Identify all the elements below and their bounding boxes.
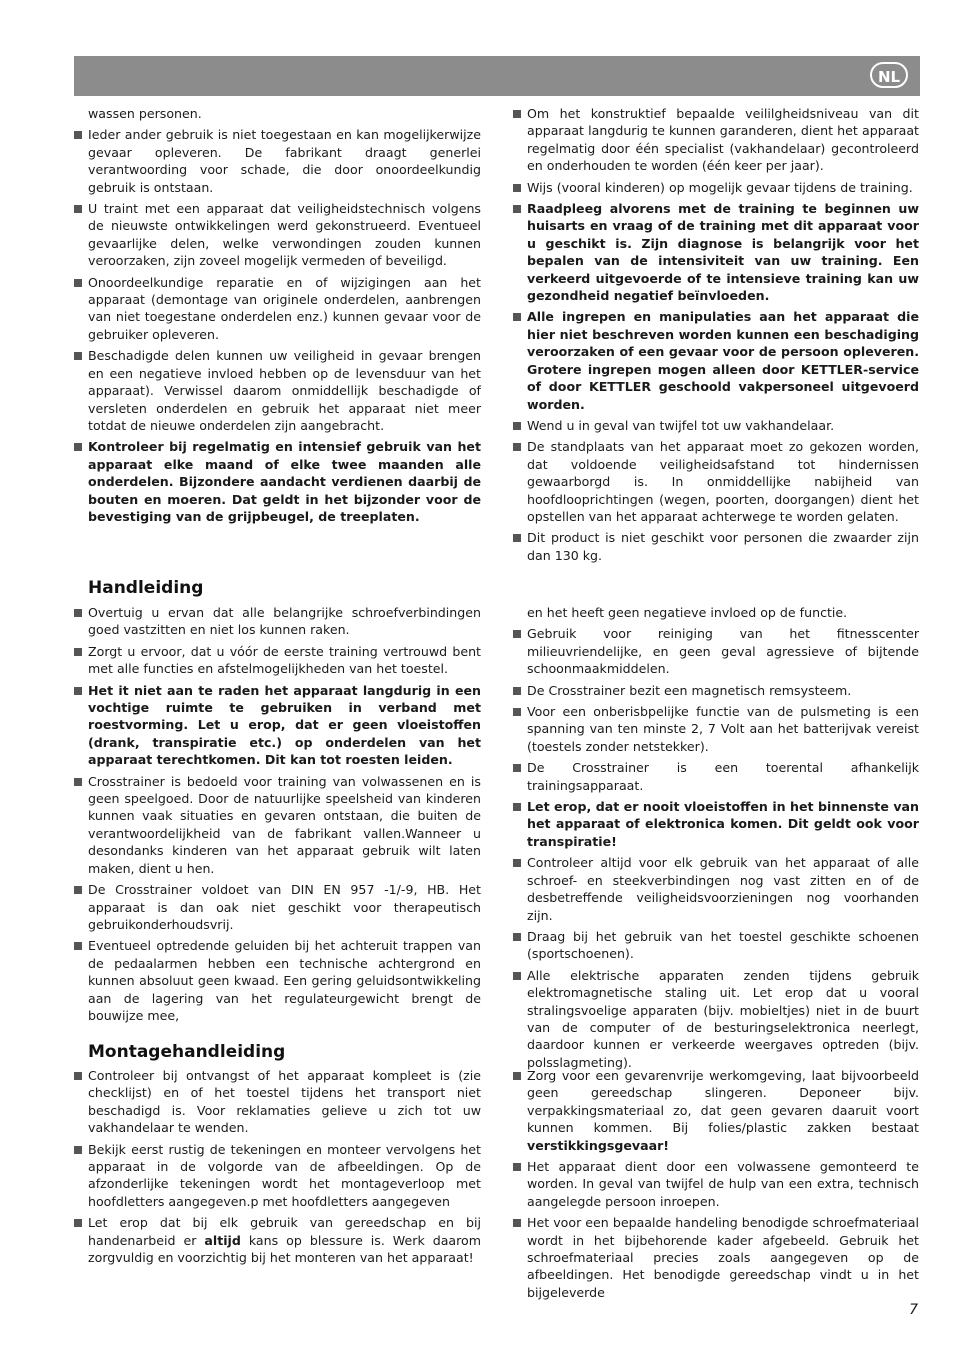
text-run: Let erop dat bij elk gebruik van gereedschap en bij handenarbeid er bbox=[88, 1215, 481, 1248]
bullet-paragraph: Draag bij het gebruik van het toestel geschikte schoenen (sportschoenen). bbox=[513, 928, 919, 963]
bullet-paragraph: Controleer bij ontvangst of het apparaat kompleet is (zie checklijst) en of het toestel tijdens het transport niet beschadigd is. Voor reklamaties gelieve u zich tot uw vakhandelaar te wenden. bbox=[74, 1067, 481, 1137]
section3-right-column bbox=[513, 1067, 919, 1305]
section1-left-column bbox=[74, 105, 481, 529]
text-run: kans op blessure is. Werk daarom zorgvuldig en voorzichtig bij het monteren van het apparaat! bbox=[88, 1232, 482, 1266]
section-title-handleiding: Handleiding bbox=[88, 578, 204, 598]
paragraph: wassen personen. bbox=[88, 106, 202, 121]
bullet-paragraph: Het apparaat dient door een volwassene gemonteerd te worden. In geval van twijfel de hulp van een extra, technisch aangelegde persoon inroepen. bbox=[513, 1158, 919, 1210]
bullet-paragraph: Beschadigde delen kunnen uw veiligheid in gevaar brengen en een negatieve invloed hebben op de levensduur van het apparaat). Verwissel daarom onmiddellijk beschadigde of versleten onderdelen en gebruik het apparaat niet meer totdat de nieuwe onderdelen zijn aangebracht. bbox=[74, 347, 481, 434]
section2-right-column bbox=[513, 604, 919, 1075]
bullet-paragraph: De Crosstrainer bezit een magnetisch remsysteem. bbox=[513, 682, 919, 699]
bullet-paragraph: Crosstrainer is bedoeld voor training van volwassenen en is geen speelgoed. Door de natuurlijke speelsheid van kinderen kunnen vaak situaties en gevaren ontstaan, die buiten de verantwoordelijkheid van de fabrikant vallen.Wanneer u desondanks kinderen van het apparaat gebruik wilt laten maken, dient u hen. bbox=[74, 773, 481, 877]
bullet-paragraph: Zorgt u ervoor, dat u vóór de eerste training vertrouwd bent met alle functies en afstelmogelijkheden van het toestel. bbox=[74, 643, 481, 678]
paragraph: en het heeft geen negatieve invloed op de functie. bbox=[527, 605, 848, 620]
bullet-paragraph-bold: Raadpleeg alvorens met de training te beginnen uw huisarts en vraag of de training met dit apparaat voor u geschikt is. Zijn diagnose is belangrijk voor het bepalen van de intensiviteit van uw training. Een verkeerd uitgevoerde of te intensieve training kan uw gezondheid negatief beïnvloeden. bbox=[513, 200, 919, 304]
page-number: 7 bbox=[909, 1302, 918, 1318]
bullet-paragraph: De Crosstrainer is een toerental afhankelijk trainingsapparaat. bbox=[513, 759, 919, 794]
bullet-paragraph-bold: Kontroleer bij regelmatig en intensief gebruik van het apparaat elke maand of elke twee maanden alle onderdelen. Bijzondere aandacht verdienen daarbij de bouten en moeren. Dat geldt in het bijzonder voor de bevestiging van de grijpbeugel, de treeplaten. bbox=[74, 438, 481, 525]
text-run-bold: altijd bbox=[204, 1232, 241, 1248]
language-badge: NL bbox=[870, 62, 908, 88]
bullet-paragraph: U traint met een apparaat dat veiligheidstechnisch volgens de nieuwste ontwikkelingen werd gekonstrueerd. Eventueel gevaarlijke delen, welke verwondingen zouden kunnen veroorzaken, zijn zoveel mogelijk vermeden of beveiligd. bbox=[74, 200, 481, 270]
bullet-paragraph bbox=[74, 1214, 481, 1266]
bullet-paragraph: De Crosstrainer voldoet van DIN EN 957 -1/-9, HB. Het apparaat is dan oak niet geschikt voor therapeutisch gebruikonderhoudsvrij. bbox=[74, 881, 481, 933]
bullet-paragraph: Controleer altijd voor elk gebruik van het apparaat of alle schroef- en steekverbindingen nog vast zitten en of de desbetreffende veiligheidsvoorzieningen nog voorhanden zijn. bbox=[513, 854, 919, 924]
bullet-paragraph-bold: Het it niet aan te raden het apparaat langdurig in een vochtige ruimte te gebruiken in verband met roestvorming. Let u erop, dat er geen vloeistoffen (drank, transpiratie etc.) op onderdelen van het apparaat terechtkomen. Dit kan tot roesten leiden. bbox=[74, 682, 481, 769]
bullet-paragraph: Overtuig u ervan dat alle belangrijke schroefverbindingen goed vastzitten en niet los kunnen raken. bbox=[74, 604, 481, 639]
text-run-bold: verstikkingsgevaar! bbox=[527, 1137, 670, 1153]
bullet-paragraph: Wijs (vooral kinderen) op mogelijk gevaar tijdens de training. bbox=[513, 179, 919, 196]
bullet-paragraph: Het voor een bepaalde handeling benodigde schroefmateriaal wordt in het bijbehorende kader afgebeeld. Gebruik het schroefmateriaal precies zoals aangegeven op de afbeeldingen. Het benodigde gereedschap vindt u in het bijgeleverde bbox=[513, 1214, 919, 1301]
section-title-montagehandleiding: Montagehandleiding bbox=[88, 1042, 286, 1062]
bullet-paragraph bbox=[513, 1067, 919, 1154]
bullet-paragraph: Ieder ander gebruik is niet toegestaan en kan mogelijkerwijze gevaar opleveren. De fabrikant draagt generlei verantwoording voor schade, die door onoordeelkundig gebruik is ontstaan. bbox=[74, 126, 481, 196]
bullet-paragraph: Om het konstruktief bepaalde veililgheidsniveau van dit apparaat langdurig te kunnen garanderen, dient het apparaat regelmatig door één specialist (vakhandelaar) gecontroleerd en onderhouden te worden (één keer per jaar). bbox=[513, 105, 919, 175]
section1-right-column bbox=[513, 105, 919, 568]
bullet-paragraph: Gebruik voor reiniging van het fitnesscenter milieuvriendelijke, en geen geval agressieve of bijtende schoonmaakmiddelen. bbox=[513, 625, 919, 677]
bullet-paragraph: Onoordeelkundige reparatie en of wijzigingen aan het apparaat (demontage van originele onderdelen, aanbrengen van niet toegestane onderdelen enz.) kunnen gevaar voor de gebruiker opleveren. bbox=[74, 274, 481, 344]
section3-left-column bbox=[74, 1067, 481, 1270]
bullet-paragraph: De standplaats van het apparaat moet zo gekozen worden, dat voldoende veiligheidsafstand tot hindernissen gewaarborgd is. In onmiddellijke nabijheid van hoofdlooprichtingen (wegen, poorten, doorgangen) dient het opstellen van het apparaat achterwege te worden gelaten. bbox=[513, 438, 919, 525]
bullet-paragraph-bold: Let erop, dat er nooit vloeistoffen in het binnenste van het apparaat of elektronica komen. Dit geldt ook voor transpiratie! bbox=[513, 798, 919, 850]
bullet-paragraph: Alle elektrische apparaten zenden tijdens gebruik elektromagnetische staling uit. Let erop dat u vooral stralingsvoelige apparaten (bijv. mobieltjes) niet in de buurt van de computer of de besturingselektronica neerlegt, daardoor kunnen er verkeerde weergaves optreden (bijv. polsslagmeting). bbox=[513, 967, 919, 1071]
bullet-paragraph-bold: Alle ingrepen en manipulaties aan het apparaat die hier niet beschreven worden kunnen een beschadiging veroorzaken of een gevaar voor de persoon opleveren. Grotere ingrepen mogen alleen door KETTLER-service of door KETTLER geschoold vakpersoneel uitgevoerd worden. bbox=[513, 308, 919, 412]
section2-left-column bbox=[74, 604, 481, 1028]
header-bar bbox=[74, 56, 920, 96]
bullet-paragraph: Wend u in geval van twijfel tot uw vakhandelaar. bbox=[513, 417, 919, 434]
text-run: Zorg voor een gevarenvrije werkomgeving, laat bijvoorbeeld geen gereedschap slingeren. Deponeer bijv. verpakkingsmateriaal zo, dat geen gevaren daaruit voort kunnen kommen. Bij folies/plastic zakken bestaat bbox=[527, 1068, 919, 1136]
bullet-paragraph: Dit product is niet geschikt voor personen die zwaarder zijn dan 130 kg. bbox=[513, 529, 919, 564]
bullet-paragraph: Voor een onberisbpelijke functie van de pulsmeting is een spanning van ten minste 2, 7 Volt aan het batterijvak vereist (toestels zonder netstekker). bbox=[513, 703, 919, 755]
bullet-paragraph: Eventueel optredende geluiden bij het achteruit trappen van de pedaalarmen hebben een technische achtergrond en kunnen absoluut geen kwaad. Een gering geluidsontwikkeling aan de lagering van het regulateurgewicht brengt de bouwijze mee, bbox=[74, 937, 481, 1024]
bullet-paragraph: Bekijk eerst rustig de tekeningen en monteer vervolgens het apparaat in de volgorde van de afbeeldingen. Op de afzonderlijke tekeningen wordt het montageverloop met hoofdletters aangegeven.p met hoofdletters aangegeven bbox=[74, 1141, 481, 1211]
